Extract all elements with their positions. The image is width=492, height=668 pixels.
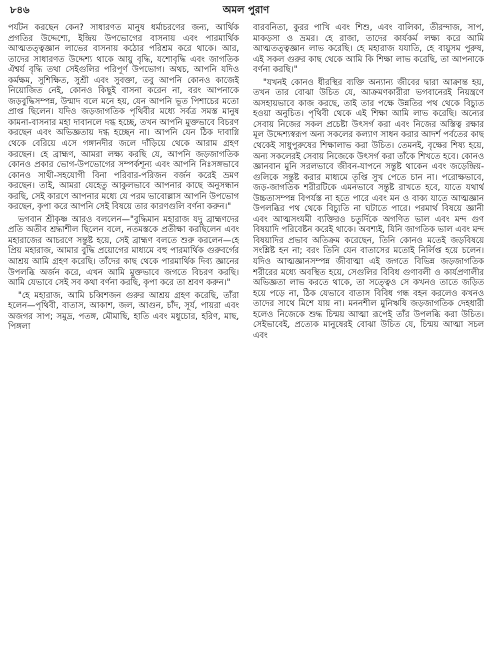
left-column: [8, 22, 239, 660]
right-column: [253, 22, 484, 660]
two-column-body: [8, 22, 484, 660]
paragraph: "যখনই কোনও ধীরস্থির ব্যক্তি অন্যান্য জীবের দ্বারা আক্রান্ত হয়, তখন তার বোঝা উচিত যে, আক্রমণকারীরা ভগবানেরই নিয়ন্ত্রণে অসহায়ভাবে কাজ করছে, তাই তার পক্ষে উন্নতির পথ থেকে বিচ্যুত হওয়া অনুচিত। পৃথিবী থেকে এই শিক্ষা আমি লাভ করেছি। অন্যের সেবায় নিজের সকল প্রচেষ্টা উৎসর্গ করা এবং নিজের অস্তিত্ব রক্ষার মূল উদ্দেশ্যস্বরূপ অন্য সকলের কল্যাণ সাধন করার আদর্শ পর্বতের কাছ থেকেই সাধুপুরুষের শিক্ষালাভ করা উচিত। তেমনই, বৃক্ষের শিষ্য হয়ে, অন্য সকলেরই সেবায় নিজেকে উৎসর্গ করা তাঁকে শিখতে হবে। কোনও জ্ঞানবান মুনি সরলভাবে জীবন-যাপনে সন্তুষ্ট থাকেন এবং জড়েন্দ্রিয়-গুলিকে সন্তুষ্ট করার মাধ্যমে তৃপ্তি সুখ পেতে চান না। পরোক্ষভাবে, জড়-জাগতিক শরীরটিকে এমনভাবে সন্তুষ্ট রাখতে হবে, যাতে যথার্থ উচ্চতাসম্পন্ন বিপর্যস্ত না হতে পারে এবং মন ও বাক্য যাতে আত্মজ্ঞান উপলব্ধির পথ থেকে বিচ্যুতি না ঘটাতে পারে। পরমার্থ বিষয়ে জ্ঞানী এবং আত্মসংযমী ব্যক্তিরও চতুর্দিকে অগণিত ভাল এবং মন্দ গুণ বিষয়াদি পরিবেষ্টন করেই থাকে। অবশ্যই, যিনি জাগতিক ভাল এবং মন্দ বিষয়াদির প্রভাব অতিক্রম করেছেন, তিনি কোনও মতেই জড়বিষয়ে সংশ্লিষ্ট হন না; বরং তিনি যেন বাতাসের মতোই নির্লিপ্ত হয়ে চলেন। যদিও আত্মজ্ঞানসম্পন্ন জীবাত্মা এই জগতে বিভিন্ন জড়জাগতিক শরীরের মধ্যে অবস্থিত হয়ে, সেগুলির বিবিধ গুণাবলী ও কার্যপ্রণালীর অভিজ্ঞতা লাভ করতে থাকে, তা সত্ত্বেও সে কখনও তাতে জড়িত হয়ে পড়ে না, ঠিক যেভাবে বাতাস বিবিধ গন্ধ বহন করলেও কখনও তাদের সাথে মিশে যায় না। মননশীল মুনিঋষি জড়জাগতিক দেহধারী হলেও নিজেকে শুদ্ধ চিন্ময় আত্মা রূপেই তাঁর উপলব্ধি করা উচিত। সেইভাবেই, প্রত্যেক মানুষেরই বোঝা উচিত যে, চিন্ময় আত্মা সচল এবং: [253, 76, 484, 340]
page-header: [8, 4, 484, 18]
running-head-title: অমল পুরাণ: [222, 5, 270, 16]
paragraph: পর্যটন করছেন কেন? সাধারণত মানুষ ধর্মাচরণের জন্য, আর্থিক প্রগতির উদ্দেশ্যে, ইন্দ্রিয় উপভোগের বাসনায় এবং পারমার্থিক আত্মতত্ত্বজ্ঞান লাভের বাসনায় কঠোর পরিশ্রম করে থাকে। আর, তাদের সাধারণত উদ্দেশ্য থাকে আয়ু বৃদ্ধি, যশোবৃদ্ধি এবং জাগতিক ঐশ্বর্য বৃদ্ধি তথা সেইগুলির পরিপূর্ণ উপভোগ। অথচ, আপনি যদিও কর্মক্ষম, সুশিক্ষিত, সুশ্রী এবং সুবক্তা, তবু আপনি কোনও কাজেই নিয়োজিত নেই, কোনও কিছুই বাসনা করেন না, বরং আপনাকে জড়বুদ্ধিসম্পন্ন, উন্মাদ বলে মনে হয়, যেন আপনি ভূত পিশাচের মতো প্রাপ্ত ছিলেন। যদিও জড়জাগতিক পৃথিবীর মধ্যে সর্বত্র সমস্ত মানুষ কামনা-বাসনার মহা দাবানলে দগ্ধ হচ্ছে, তখন আপনি মুক্তভাবে বিচরণ করছেন এবং অভিজ্ঞতায় দগ্ধ হচ্ছেন না। আপনি যেন ঠিক দাবাগ্নি থেকে বেরিয়ে এসে গঙ্গানদীর জলে দাঁড়িয়ে থেকে আরাম গ্রহণ করছেন। হে ব্রাহ্মণ, আমরা লক্ষ্য করছি যে, আপনি জড়জাগতিক কোনও প্রকার ভোগ-উপভোগের সম্পর্কশূন্য এবং আপনি নিঃসঙ্গভাবে কোনও সাথী-সহযোগী বিনা পরিবার-পরিজন বর্জন করেই ভ্রমণ করছেন। তাই, আমরা যেহেতু আকুলভাবে আপনার কাছে অনুসন্ধান করছি, সেই কারণে আপনার মধ্যে যে পরম ভাবোল্লাস আপনি উপভোগ করছেন, কৃপা করে আপনি সেই বিষয়ে তার কারণগুলি বর্ণনা করুন।": [8, 22, 239, 212]
paragraph: বারবনিতা, কুরর পাখি এবং শিশু, এবং বালিকা, তীরন্দাজ, সাপ, মাকড়সা ও ভ্রমর। হে রাজা, তাদের কার্যকর্ম লক্ষ্য করে আমি আত্মতত্ত্বজ্ঞান লাভ করেছি। হে মহারাজ যযাতি, হে বায়ুসম পুরুষ, এই সকল গুরুর কাছ থেকে আমি কি শিক্ষা লাভ করেছি, তা আপনাকে বর্ণনা করছি।": [253, 22, 484, 75]
paragraph: "হে মহারাজ, আমি চব্বিশজন গুরুর আশ্রয় গ্রহণ করেছি, তাঁরা হলেন—পৃথিবী, বাতাস, আকাশ, জল, আগুন, চাঁদ, সূর্য, পায়রা এবং অজগর সাপ; সমুদ্র, পতঙ্গ, মৌমাছি, হাতি এবং মধুচোর, হরিণ, মাছ, পিঙ্গলা: [8, 289, 239, 332]
paragraph: ভগবান শ্রীকৃষ্ণ আরও বললেন—"বুদ্ধিমান মহারাজ যদু ব্রাহ্মণদের প্রতি অতীব শ্রদ্ধাশীল ছিলেন বলে, নতমস্তকে প্রতীক্ষা করছিলেন এবং মহারাজের আচরণে সন্তুষ্ট হয়ে, সেই ব্রাহ্মণ বলতে শুরু করলেন—হে প্রিয় মহারাজ, আমার বুদ্ধি প্রয়োগের মাধ্যমে বহু পারমার্থিক গুরুবর্গের আশ্রয় আমি গ্রহণ করেছি। তাঁদের কাছ থেকে পারমার্থিক দিব্য জ্ঞানের উপলব্ধি অর্জন করে, এখন আমি মুক্তভাবে জগতে বিচরণ করছি। আমি যেভাবে সেই সব কথা বর্ণনা করছি, কৃপা করে তা শ্রবণ করুন।": [8, 213, 239, 288]
page-number: ৮৪৬: [10, 5, 30, 16]
